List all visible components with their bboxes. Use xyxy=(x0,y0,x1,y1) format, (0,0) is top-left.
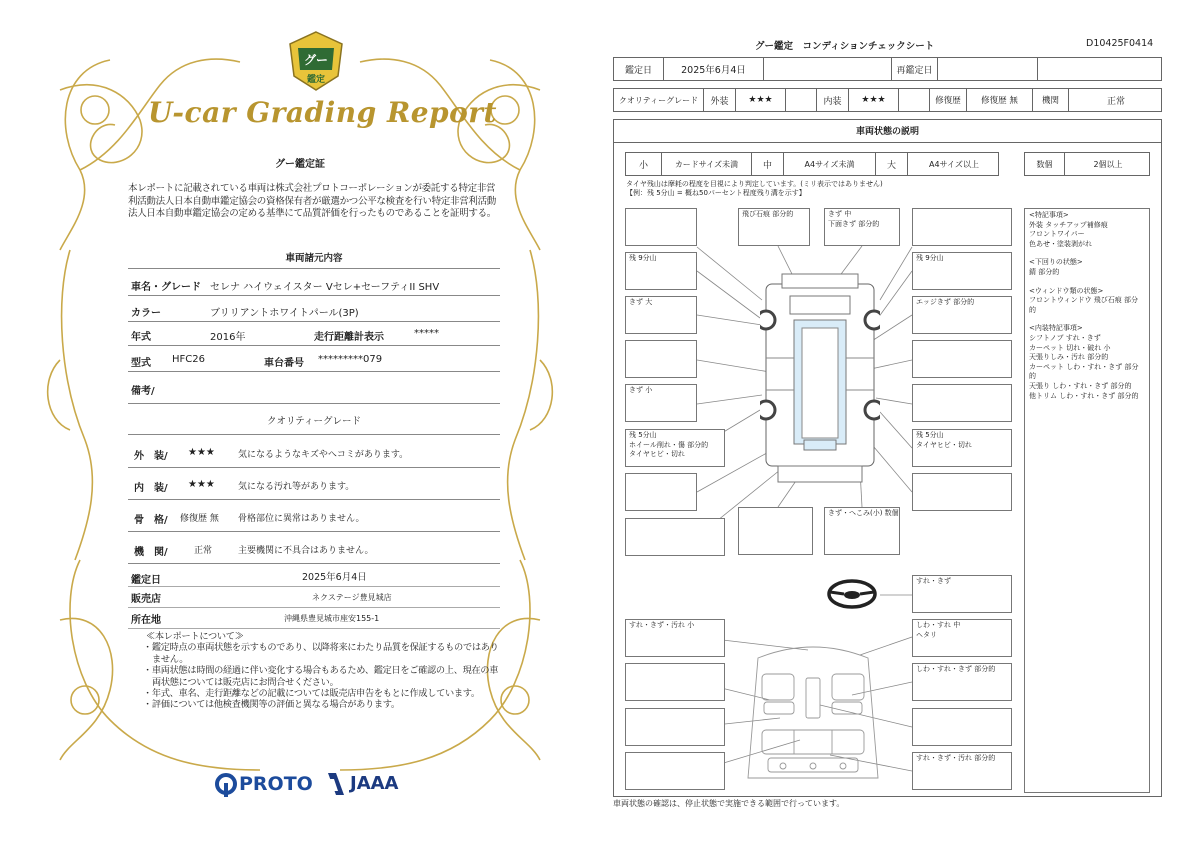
stain-partial: すれ・きず・汚れ 部分的 xyxy=(916,754,996,762)
exterior-box xyxy=(912,252,1012,290)
interior-item: カーペット しわ・すれ・きず 部分的 xyxy=(1029,362,1139,381)
tread-left-rear: 残 5分山 xyxy=(629,431,657,439)
quality-label: 機 関/ xyxy=(134,547,168,558)
tire-crack-left: タイヤヒビ・切れ xyxy=(629,450,685,458)
count-value: 2個以上 xyxy=(1093,159,1123,169)
sheet-date-label: 鑑定日 xyxy=(614,58,664,80)
wrinkle-mid: しわ・すれ 中 xyxy=(916,621,961,629)
svg-text:グー: グー xyxy=(303,53,329,67)
model-label: 型式 xyxy=(131,358,151,369)
size-small-desc: カードサイズ未満 xyxy=(662,153,752,175)
wheel-damage: ホイール削れ・傷 部分的 xyxy=(629,440,709,449)
exterior-box xyxy=(738,507,813,555)
quality-label: 内 装/ xyxy=(134,483,168,494)
address-label: 所在地 xyxy=(131,615,161,626)
interior-box xyxy=(912,708,1012,746)
shop-value: ネクステージ豊見城店 xyxy=(312,593,392,602)
size-large: 大 xyxy=(876,153,908,175)
tread-right-front: 残 9分山 xyxy=(916,254,944,262)
proto-name: PROTO xyxy=(239,773,313,795)
exterior-box xyxy=(625,518,725,556)
model-value: HFC26 xyxy=(172,354,205,365)
interior-box xyxy=(912,619,1012,657)
quality-comment: 気になる汚れ等があります。 xyxy=(238,482,355,492)
interior-item: 天張りしみ・汚れ 部分的 xyxy=(1029,353,1109,362)
year-label: 年式 xyxy=(131,332,151,343)
certificate-heading: グー鑑定証 xyxy=(275,159,325,170)
scratch-mid: きず 中 xyxy=(828,210,852,218)
exterior-label: 外装 xyxy=(704,89,736,111)
quality-comment: 主要機関に不具合はありません。 xyxy=(238,546,374,556)
color-value: ブリリアントホワイトパール(3P) xyxy=(210,308,359,319)
tire-note: タイヤ残山は摩耗の程度を目視により判定しています。(ミリ表示ではありません) xyxy=(626,180,883,188)
exterior-box xyxy=(824,507,900,555)
exterior-box xyxy=(912,384,1012,422)
grade-label: クオリティーグレード xyxy=(614,89,704,111)
interior-box xyxy=(912,752,1012,790)
engine-value: 正常 xyxy=(1106,96,1125,107)
shop-label: 販売店 xyxy=(131,594,161,605)
quality-value: 修復歴 無 xyxy=(180,514,219,524)
count-label: 数個 xyxy=(1025,153,1065,175)
quality-comment: 骨格部位に異常はありません。 xyxy=(238,514,365,524)
car-interior-diagram xyxy=(738,638,888,786)
exterior-box xyxy=(625,340,697,378)
tread-right-rear: 残 5分山 xyxy=(916,431,944,439)
reinspect-label: 再鑑定日 xyxy=(892,58,938,80)
quality-heading: クオリティーグレード xyxy=(266,416,362,427)
name-value: セレナ ハイウェイスター Vセレ+セーフティII SHV xyxy=(210,282,440,293)
dent-note: きず・へこみ(小) 数個 xyxy=(828,509,899,517)
interior-label: 内装 xyxy=(817,89,849,111)
chip-partial: 飛び石痕 部分的 xyxy=(742,210,794,218)
under-item: 錆 部分的 xyxy=(1029,267,1060,276)
report-title: U-car Grading Report xyxy=(148,96,497,129)
wrinkle-partial: しわ・すれ・きず 部分的 xyxy=(916,665,996,673)
color-label: カラー xyxy=(131,308,161,319)
scratch-large: きず 大 xyxy=(629,298,653,306)
edge-scratch: エッジきず 部分的 xyxy=(916,298,975,306)
quality-comment: 気になるようなキズやへコミがあります。 xyxy=(238,450,409,460)
size-medium: 中 xyxy=(752,153,784,175)
exterior-box xyxy=(625,473,697,511)
exterior-box xyxy=(625,296,697,334)
note-item: ・年式、車名、走行距離などの記載については販売店申告をもとに作成しています。 xyxy=(143,688,480,700)
notes-title: ≪本レポートについて≫ xyxy=(146,631,244,642)
chassis-value: *********079 xyxy=(318,354,383,365)
interior-title: <内装特記事項> xyxy=(1029,324,1083,333)
name-label: 車名・グレード xyxy=(131,282,201,293)
quality-value: ★★★ xyxy=(188,479,215,490)
repair-value: 修復歴 無 xyxy=(967,89,1033,111)
interior-item: カーペット 切れ・破れ 小 xyxy=(1029,343,1111,352)
exterior-box xyxy=(738,208,810,246)
exterior-box xyxy=(912,429,1012,467)
size-small: 小 xyxy=(626,153,662,175)
remarks-label: 備考/ xyxy=(131,386,155,397)
chassis-label: 車台番号 xyxy=(264,358,304,369)
special-notes-panel xyxy=(1024,208,1150,793)
sheet-title: グー鑑定 コンディションチェックシート xyxy=(755,41,935,52)
car-exterior-diagram xyxy=(760,268,880,486)
exterior-box xyxy=(625,384,697,422)
tread-left-front: 残 9分山 xyxy=(629,254,657,262)
quality-label: 骨 格/ xyxy=(134,515,168,526)
sheet-date-value: 2025年6月4日 xyxy=(664,58,764,80)
quality-value: ★★★ xyxy=(188,447,215,458)
under-title: <下回りの状態> xyxy=(1029,258,1083,267)
exterior-box xyxy=(912,340,1012,378)
interior-value: ★★★ xyxy=(849,89,899,111)
condition-heading: 車両状態の説明 xyxy=(613,119,1162,143)
special-item: フロントワイパー xyxy=(1029,230,1085,239)
exterior-box xyxy=(625,208,697,246)
special-item: 色あせ・塗装剥がれ xyxy=(1029,239,1092,248)
under-scratch: 下面きず 部分的 xyxy=(828,219,880,228)
address-value: 沖縄県豊見城市座安155-1 xyxy=(284,614,380,623)
exterior-box xyxy=(625,429,725,467)
special-item: 外装 タッチアップ補修痕 xyxy=(1029,220,1108,229)
seat-sag: ヘタリ xyxy=(916,630,937,639)
sheet-footer: 車両状態の確認は、停止状態で実施できる範囲で行っています。 xyxy=(613,799,845,808)
svg-text:鑑定: 鑑定 xyxy=(306,75,326,85)
mileage-value: ***** xyxy=(414,328,439,339)
tire-crack-right: タイヤヒビ・切れ xyxy=(916,440,972,449)
size-medium-desc: A4サイズ未満 xyxy=(784,153,876,175)
interior-box xyxy=(625,619,725,657)
interior-box xyxy=(625,708,725,746)
steering-note: すれ・きず xyxy=(916,577,951,585)
interior-left-top: すれ・きず・汚れ 小 xyxy=(629,621,695,629)
note-item: ・車両状態は時間の経過に伴い変化する場合もあるため、鑑定日をご確認の上、現在の車両状態については販売店にお問合せください。 xyxy=(143,665,499,688)
year-value: 2016年 xyxy=(210,332,246,343)
date-value: 2025年6月4日 xyxy=(302,572,367,583)
jaaa-name: JAAA xyxy=(350,773,399,794)
certificate-intro: 本レポートに記載されている車両は株式会社プロトコーポレーションが委託する特定非営利活動法人日本自動車鑑定協会の資格保有者が厳選かつ公平な検査を行い特定非営利活動法人日本自動車鑑定協会の定める基準にて品質評価を行ったものであることを証明する。 xyxy=(128,183,497,219)
engine-label: 機関 xyxy=(1033,89,1069,111)
date-label: 鑑定日 xyxy=(131,575,161,586)
mileage-label: 走行距離計表示 xyxy=(314,332,384,343)
interior-item: 他トリム しわ・すれ・きず 部分的 xyxy=(1029,391,1139,400)
spec-heading: 車両諸元内容 xyxy=(285,253,343,264)
interior-box xyxy=(625,752,725,790)
interior-box xyxy=(625,663,725,701)
note-item: ・評価については他検査機関等の評価と異なる場合があります。 xyxy=(143,699,400,711)
interior-box xyxy=(912,575,1012,613)
window-title: <ウィンドウ類の状態> xyxy=(1029,286,1104,295)
exterior-box xyxy=(625,252,697,290)
interior-item: シフトノブ すれ・きず xyxy=(1029,333,1101,342)
repair-label: 修復歴 xyxy=(930,89,967,111)
interior-box xyxy=(912,663,1012,701)
special-title: <特記事項> xyxy=(1029,211,1069,219)
size-large-desc: A4サイズ以上 xyxy=(929,159,979,169)
quality-value: 正常 xyxy=(194,546,213,556)
exterior-box xyxy=(824,208,900,246)
note-item: ・鑑定時点の車両状態を示すものであり、以降将来にわたり品質を保証するものではありません。 xyxy=(143,642,499,665)
exterior-box xyxy=(912,208,1012,246)
exterior-value: ★★★ xyxy=(736,89,786,111)
quality-label: 外 装/ xyxy=(134,451,168,462)
interior-item: 天張り しわ・すれ・きず 部分的 xyxy=(1029,381,1132,390)
exterior-box xyxy=(912,296,1012,334)
tire-example: 【例：残 5分山 = 概ね50パーセント程度残り溝を示す】 xyxy=(626,189,806,197)
document-id: D10425F0414 xyxy=(1086,38,1154,49)
window-item: フロントウィンドウ 飛び石痕 部分的 xyxy=(1029,296,1139,314)
steering-wheel-icon xyxy=(826,578,878,610)
scratch-small: きず 小 xyxy=(629,386,653,394)
exterior-box xyxy=(912,473,1012,511)
